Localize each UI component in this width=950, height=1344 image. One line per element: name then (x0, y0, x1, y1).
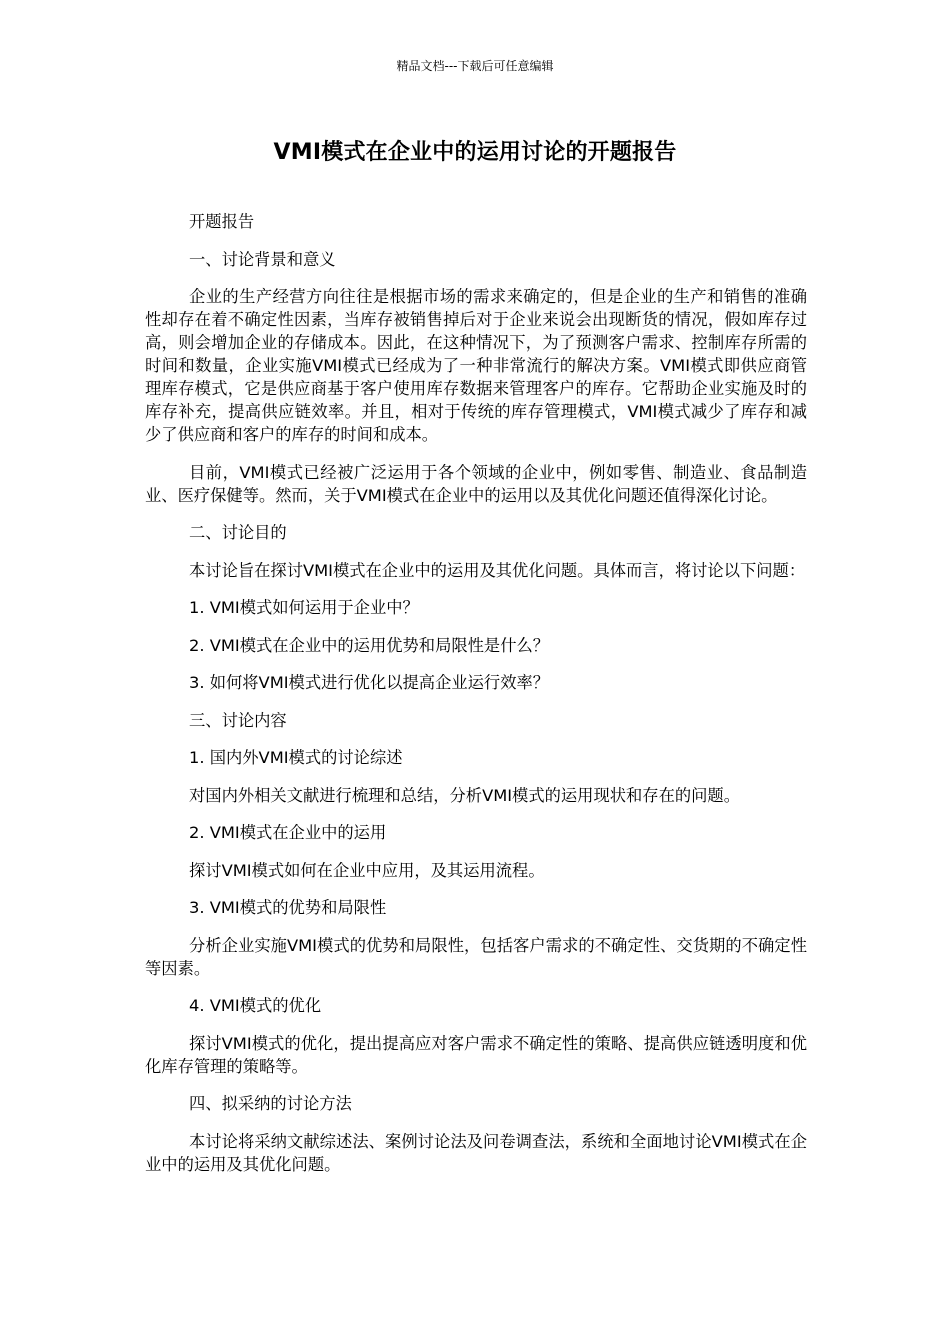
document-body (145, 210, 807, 1190)
background-paragraph: 企业的生产经营方向往往是根据市场的需求来确定的，但是企业的生产和销售的准确性却存在着不确定性因素，当库存被销售掉后对于企业来说会出现断货的情况，假如库存过高，则会增加企业的存储成本。因此，在这种情况下，为了预测客户需求、控制库存所需的时间和数量，企业实施VMI模式已经成为了一种非常流行的解决方案。VMI模式即供应商管理库存模式，它是供应商基于客户使用库存数据来管理客户的库存。它帮助企业实施及时的库存补充，提高供应链效率。并且，相对于传统的库存管理模式，VMI模式减少了库存和减少了供应商和客户的库存的时间和成本。 (145, 287, 807, 444)
content-subheading: 4. VMI模式的优化 (189, 996, 322, 1015)
document-title: VMI模式在企业中的运用讨论的开题报告 (273, 140, 677, 165)
section-heading-content: 三、讨论内容 (189, 710, 287, 730)
content-paragraph: 探讨VMI模式如何在企业中应用，及其运用流程。 (189, 860, 545, 880)
section-heading-methods: 四、拟采纳的讨论方法 (189, 1094, 352, 1113)
methods-paragraph: 本讨论将采纳文献综述法、案例讨论法及问卷调查法，系统和全面地讨论VMI模式在企业中的运用及其优化问题。 (145, 1131, 807, 1174)
content-paragraph: 探讨VMI模式的优化，提出提高应对客户需求不确定性的策略、提高供应链透明度和优化库存管理的策略等。 (145, 1033, 807, 1076)
question-item: 2. VMI模式在企业中的运用优势和局限性是什么？ (189, 635, 550, 655)
section-heading-background: 一、讨论背景和意义 (189, 249, 336, 269)
current-status-paragraph: 目前，VMI模式已经被广泛运用于各个领域的企业中，例如零售、制造业、食品制造业、医疗保健等。然而，关于VMI模式在企业中的运用以及其优化问题还值得深化讨论。 (145, 462, 807, 505)
content-paragraph: 分析企业实施VMI模式的优势和局限性，包括客户需求的不确定性、交货期的不确定性等因素。 (145, 935, 807, 978)
question-item: 1. VMI模式如何运用于企业中？ (189, 598, 419, 617)
content-subheading: 2. VMI模式在企业中的运用 (189, 823, 387, 842)
purpose-paragraph: 本讨论旨在探讨VMI模式在企业中的运用及其优化问题。具体而言，将讨论以下问题： (189, 560, 806, 580)
content-subheading: 3. VMI模式的优势和局限性 (189, 898, 387, 917)
section-heading-purpose: 二、讨论目的 (189, 523, 287, 542)
content-subheading: 1. 国内外VMI模式的讨论综述 (189, 748, 403, 767)
page-header: 精品文档---下载后可任意编辑 (396, 59, 554, 73)
content-paragraph: 对国内外相关文献进行梳理和总结，分析VMI模式的运用现状和存在的问题。 (189, 785, 740, 805)
question-item: 3. 如何将VMI模式进行优化以提高企业运行效率？ (189, 673, 550, 692)
section-label: 开题报告 (189, 212, 255, 231)
